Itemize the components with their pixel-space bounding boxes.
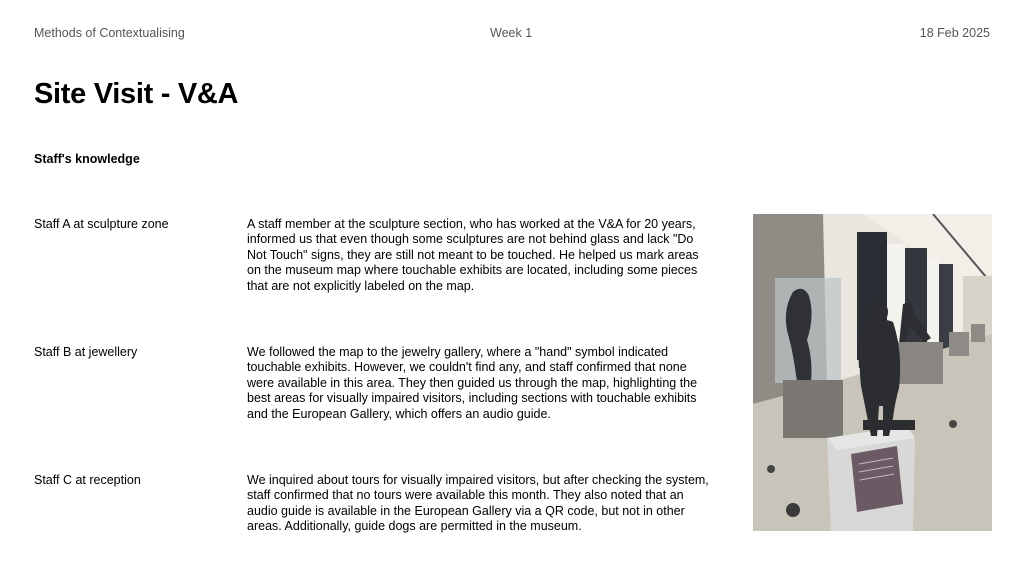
page-title: Site Visit - V&A bbox=[34, 78, 239, 110]
entry-label-staff-c: Staff C at reception bbox=[34, 473, 141, 487]
slide-header bbox=[34, 26, 990, 42]
course-name: Methods of Contextualising bbox=[34, 26, 185, 40]
entry-label-staff-b: Staff B at jewellery bbox=[34, 345, 138, 359]
entry-text-staff-b: We followed the map to the jewelry gallery, where a "hand" symbol indicated touchable exhibits. However, we couldn't find any, and staff confirmed that none were available in this area. They then guided us through the map, highlighting the best areas for visually impaired visitors, including sections with touchable exhibits and the European Gallery, which offers an audio guide. bbox=[247, 345, 698, 421]
gallery-photo bbox=[753, 214, 992, 531]
section-heading: Staff's knowledge bbox=[34, 152, 140, 166]
entry-text-staff-a: A staff member at the sculpture section, who has worked at the V&A for 20 years, informed us that even though some sculptures are not behind glass and lack "Do Not Touch" signs, they are still not meant to be touched. He helped us mark areas on the museum map where touchable exhibits are located, including some pieces that are not explicitly labeled on the map. bbox=[247, 217, 699, 293]
date-label: 18 Feb 2025 bbox=[919, 26, 990, 40]
entry-text-staff-c: We inquired about tours for visually impaired visitors, but after checking the system, staff confirmed that no tours were available this month. They also noted that an audio guide is available in the European Gallery via a QR code, but not in other areas. Additionally, guide dogs are permitted in the museum. bbox=[247, 473, 709, 534]
week-label: Week 1 bbox=[490, 26, 533, 40]
entry-label-staff-a: Staff A at sculpture zone bbox=[34, 217, 169, 231]
